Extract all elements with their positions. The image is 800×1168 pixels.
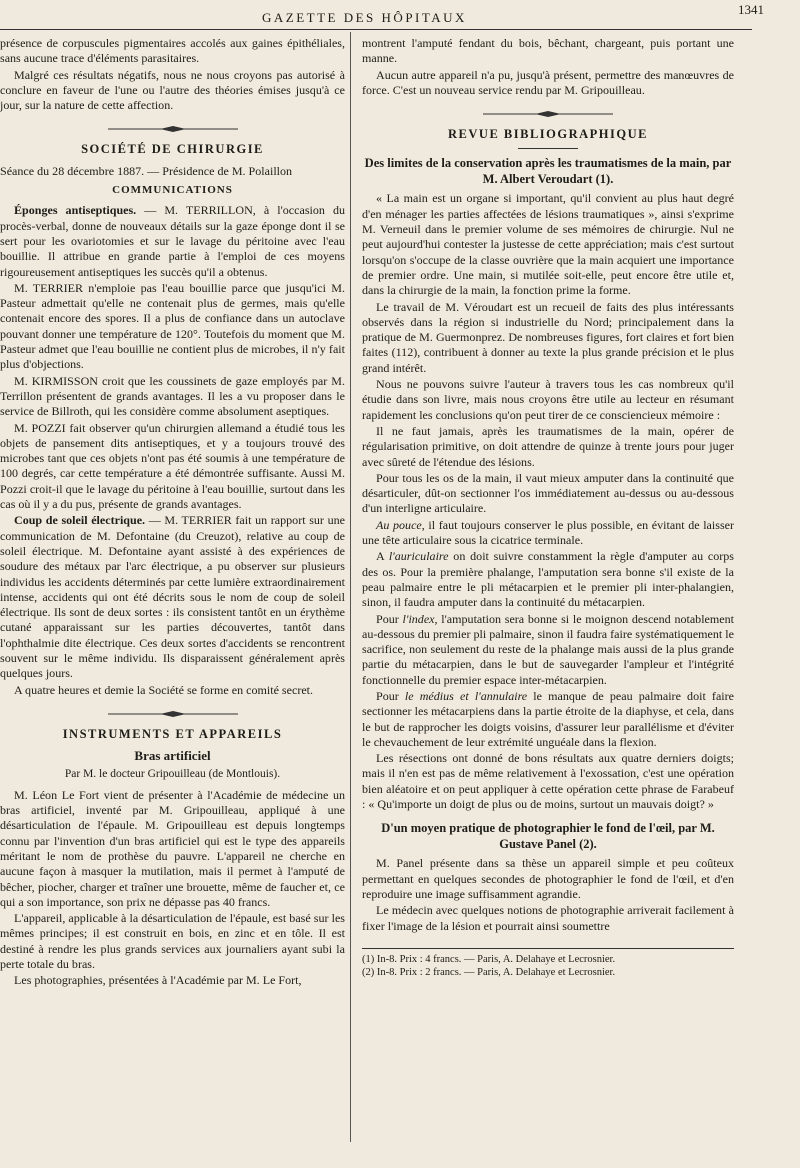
continuation-paragraph-1: montrent l'amputé fendant du bois, bêchant, chargeant, puis portant une manne. — [362, 36, 734, 66]
paragraph-text: on doit suivre constamment la règle d'amputer au corps des os. Pour la première phalange, l'amputation sera bonne s'il existe de la peau palmaire entre le pli métacarpien et le premier pli inter-phalangien, sinon, il faudra amputer dans la continuité du métacarpien. — [362, 549, 734, 610]
continuation-paragraph-2: Aucun autre appareil n'a pu, jusqu'à présent, permettre des manœuvres de force. C'est un nouveau service rendu par M. Gripouilleau. — [362, 67, 734, 97]
paragraph-text: le manque de peau palmaire doit faire sectionner les métacarpiens dans la partie étroite de la diaphyse, et cela, dans le but de rapprocher les doigts voisins, d'assurer leur parallélisme et d'éviter le chevauchement de leur extrémité unguéale dans la flexion. — [362, 688, 734, 749]
emphasis: l'auriculaire — [388, 549, 449, 564]
review-paragraph: Le travail de M. Véroudart est un recueil de faits des plus intéressants observés dans la région si industrielle du Nord; principalement dans la pratique de M. Guermonprez. De nombreuses figures, fort claires et fort bien faites (112), contribuent à donner au texte la plus grande précision et le plus grand intérêt. — [362, 299, 734, 375]
societe-paragraph — [0, 513, 345, 681]
societe-paragraph: M. KIRMISSON croit que les coussinets de gaze employés par M. Terrillon présentent de grands avantages. Il les a vu proposer dans le service de Billroth, qui les considère comme absolument aseptiques. — [0, 373, 345, 419]
review-paragraph: Les résections ont donné de bons résultats aux quatre derniers doigts; mais il n'en est pas de même relativement à l'exossation, c'est une opération bien aléatoire et on peut appliquer à cette opération cette phrase de Farabeuf : « Qu'importe un doigt de plus ou de moins, surtout un mauvais doigt? » — [362, 751, 734, 812]
review-paragraph — [362, 689, 734, 750]
article-paragraph: M. Léon Le Fort vient de présenter à l'Académie de médecine un bras artificiel, inventé par M. Gripouilleau, appliqué à une désarticulation de l'épaule. M. Gripouilleau est depuis longtemps connu par l'invention d'un bras artificiel qui est le type des appareils méritant le nom de prothèse du pauvre. L'appareil ne cherche en aucune façon à masquer la mutilation, mais il permet à l'amputé de bêcher, piocher, charger et traîner une brouette, même de faucher et, ce qui a son importance, son prix ne dépasse pas 40 francs. — [0, 787, 345, 909]
right-column — [362, 36, 734, 979]
societe-paragraph: A quatre heures et demie la Société se forme en comité secret. — [14, 682, 314, 697]
paragraph-text: — M. TERRIER fait un rapport sur une communication de M. Defontaine (du Creuzot), relative au coup de soleil électrique. M. Defontaine ayant assisté à des expériences de soudure des métaux par l'arc électrique, a pu observer sur plusieurs individus les accidents déterminés par cette lumière extraordinairement intense, accidents qui ont été décrits sous le nom de coup de soleil électrique. Ils sont de deux sortes : ils consistent tantôt en un érythème cutané apparaissant sur les parties découvertes, tantôt dans l'ophthalmie dite électrique. Ces deux sortes d'accidents se rencontrent souvent sur le même individu. Ils disparaissent généralement après quelques jours. — [0, 513, 345, 681]
section-separator — [362, 109, 734, 117]
seance-line: Séance du 28 décembre 1887. — Présidence de M. Polaillon — [0, 163, 293, 178]
header-rule — [0, 29, 752, 30]
paragraph-text: — M. TERRILLON, à l'occasion du procès-verbal, donne de nouveaux détails sur la gaze éponge dont il se sert pour les ovariotomies et sur le lavage du péritoine avec l'eau bouillie. Il attribue en grande partie à l'emploi de ces moyens rigoureusement antiseptiques les succès qu'il a obtenus. — [0, 203, 345, 279]
review-paragraph: « La main est un organe si important, qu'il convient au plus haut degré d'en ménager les parties affectées de lésions traumatiques », ainsi s'exprime M. Verneuil dans le premier volume de ses mémoires de chirurgie. Nul ne peut aujourd'hui contester la justesse de cette appréciation; mais c'est surtout lorsqu'on s'occupe de la classe ouvrière que la main acquiert une importance de premier ordre. Une main, si mutilée soit-elle, peut encore être utile et, dans la chirurgie de la main, la fonction prime la forme. — [362, 191, 734, 298]
footnote-2: (2) In-8. Prix : 2 francs. — Paris, A. Delahaye et Lecrosnier. — [362, 966, 616, 978]
societe-paragraph — [0, 203, 345, 279]
section-separator — [0, 124, 345, 132]
left-column — [0, 36, 345, 990]
review-paragraph — [362, 612, 734, 688]
review-title-2: D'un moyen pratique de photographier le fond de l'œil, par M. Gustave Panel (2). — [381, 821, 715, 852]
running-head — [0, 4, 800, 30]
article-paragraph: L'appareil, applicable à la désarticulation de l'épaule, est basé sur les mêmes principes; il est construit en bois, en zinc et en tôle. Il est destiné à rendre les plus grands services aux journaliers ayant subi la perte totale du bras. — [0, 911, 345, 972]
paragraph-text: Pour — [376, 688, 405, 703]
article-title: Bras artificiel — [134, 748, 211, 764]
article-byline: Par M. le docteur Gripouilleau (de Montlouis). — [64, 768, 281, 781]
journal-title: GAZETTE DES HÔPITAUX — [262, 10, 467, 25]
review-paragraph: Le médecin avec quelques notions de photographie arriverait facilement à fixer l'image de la lésion et pourrait ainsi soumettre — [362, 903, 734, 933]
footnotes — [362, 948, 734, 979]
column-divider — [350, 32, 351, 1142]
societe-paragraph: M. POZZI fait observer qu'un chirurgien allemand a étudié tous les objets de pansement dits antiseptiques, et y a toujours trouvé des microbes tant que ces objets n'ont pas été soumis à une température de 100 degrés, car cette température a été démontrée suffisante. Aussi M. Pozzi croit-il que le lavage du péritoine à l'eau bouillie, surtout dans les cas où il y a du pus, présente de grands avantages. — [0, 420, 345, 512]
paragraph-text: Pour — [376, 611, 403, 626]
run-in-title: Éponges antiseptiques. — [14, 203, 137, 218]
emphasis: le médius et l'annulaire — [404, 688, 528, 703]
review-paragraph: Il ne faut jamais, après les traumatismes de la main, opérer de régularisation primitive, on doit attendre de quinze à trente jours pour juger avec sûreté de l'étendue des lésions. — [362, 423, 734, 469]
revue-heading: REVUE BIBLIOGRAPHIQUE — [448, 127, 648, 142]
footnote-1: (1) In-8. Prix : 4 francs. — Paris, A. Delahaye et Lecrosnier. — [362, 953, 616, 965]
review-paragraph: Pour tous les os de la main, il vaut mieux amputer dans la continuité que désarticuler, dût-on sectionner l'os immédiatement au-dessus ou au-dessous d'un interligne articulaire. — [362, 470, 734, 516]
page-number: 1341 — [738, 2, 764, 17]
communications-subheading: COMMUNICATIONS — [112, 184, 233, 197]
emphasis: Au pouce — [376, 517, 422, 532]
paragraph-text: , l'amputation sera bonne si le moignon descend notablement au-dessous du premier pli palmaire, sinon il faudra faire systématiquement le sacrifice, non seulement du reste de la phalange mais aussi de la plus grande partie du métacarpien, dans le but de sauvegarder l'ampleur et l'intégrité fonctionnelle du premier espace inter-métacarpien. — [362, 611, 734, 687]
intro-paragraph-1: présence de corpuscules pigmentaires accolés aux gaines épithéliales, sans aucune trace d'éléments parasitaires. — [0, 36, 345, 66]
section-separator — [0, 709, 345, 717]
paragraph-text: , il faut toujours conserver le plus possible, en évitant de laisser une tête articulaire sous la cicatrice terminale. — [362, 517, 734, 548]
article-paragraph: Les photographies, présentées à l'Académie par M. Le Fort, — [14, 973, 302, 988]
heading-rule — [518, 148, 578, 149]
review-paragraph — [362, 518, 734, 549]
instruments-heading: INSTRUMENTS ET APPAREILS — [62, 726, 283, 741]
paragraph-text: A — [376, 549, 389, 564]
review-paragraph — [362, 549, 734, 610]
intro-paragraph-2: Malgré ces résultats négatifs, nous ne nous croyons pas autorisé à conclure en faveur de l'une ou l'autre des théories émises jusqu'à ce jour, sur la nature de cette affection. — [0, 67, 345, 113]
review-title-1: Des limites de la conservation après les traumatismes de la main, par M. Albert Veroudart (1). — [364, 156, 732, 187]
review-paragraph: Nous ne pouvons suivre l'auteur à travers tous les cas nombreux qu'il étudie dans son livre, mais nous croyons être utile au lecteur en résumant rapidement les conclusions qu'on peut tirer de ce consciencieux mémoire : — [362, 377, 734, 422]
societe-paragraph: M. TERRIER n'emploie pas l'eau bouillie parce que jusqu'ici M. Pasteur admettait qu'elle ne contenait plus de germes, mais qu'elle contenait encore des spores. Il a plus de confiance dans un autoclave pouvant donner une température de 120°. Toutefois du moment que M. Pasteur admet que l'eau bouillie ne contient plus de microbes, il n'y fait plus d'objections. — [0, 280, 345, 372]
emphasis: l'index — [402, 611, 435, 626]
review-paragraph: M. Panel présente dans sa thèse un appareil simple et peu coûteux permettant en quelques secondes de photographier le fond de l'œil, et d'en reproduire une image suffisamment agrandie. — [362, 856, 734, 901]
societe-heading: SOCIÉTÉ DE CHIRURGIE — [81, 142, 264, 157]
run-in-title: Coup de soleil électrique. — [14, 513, 146, 528]
